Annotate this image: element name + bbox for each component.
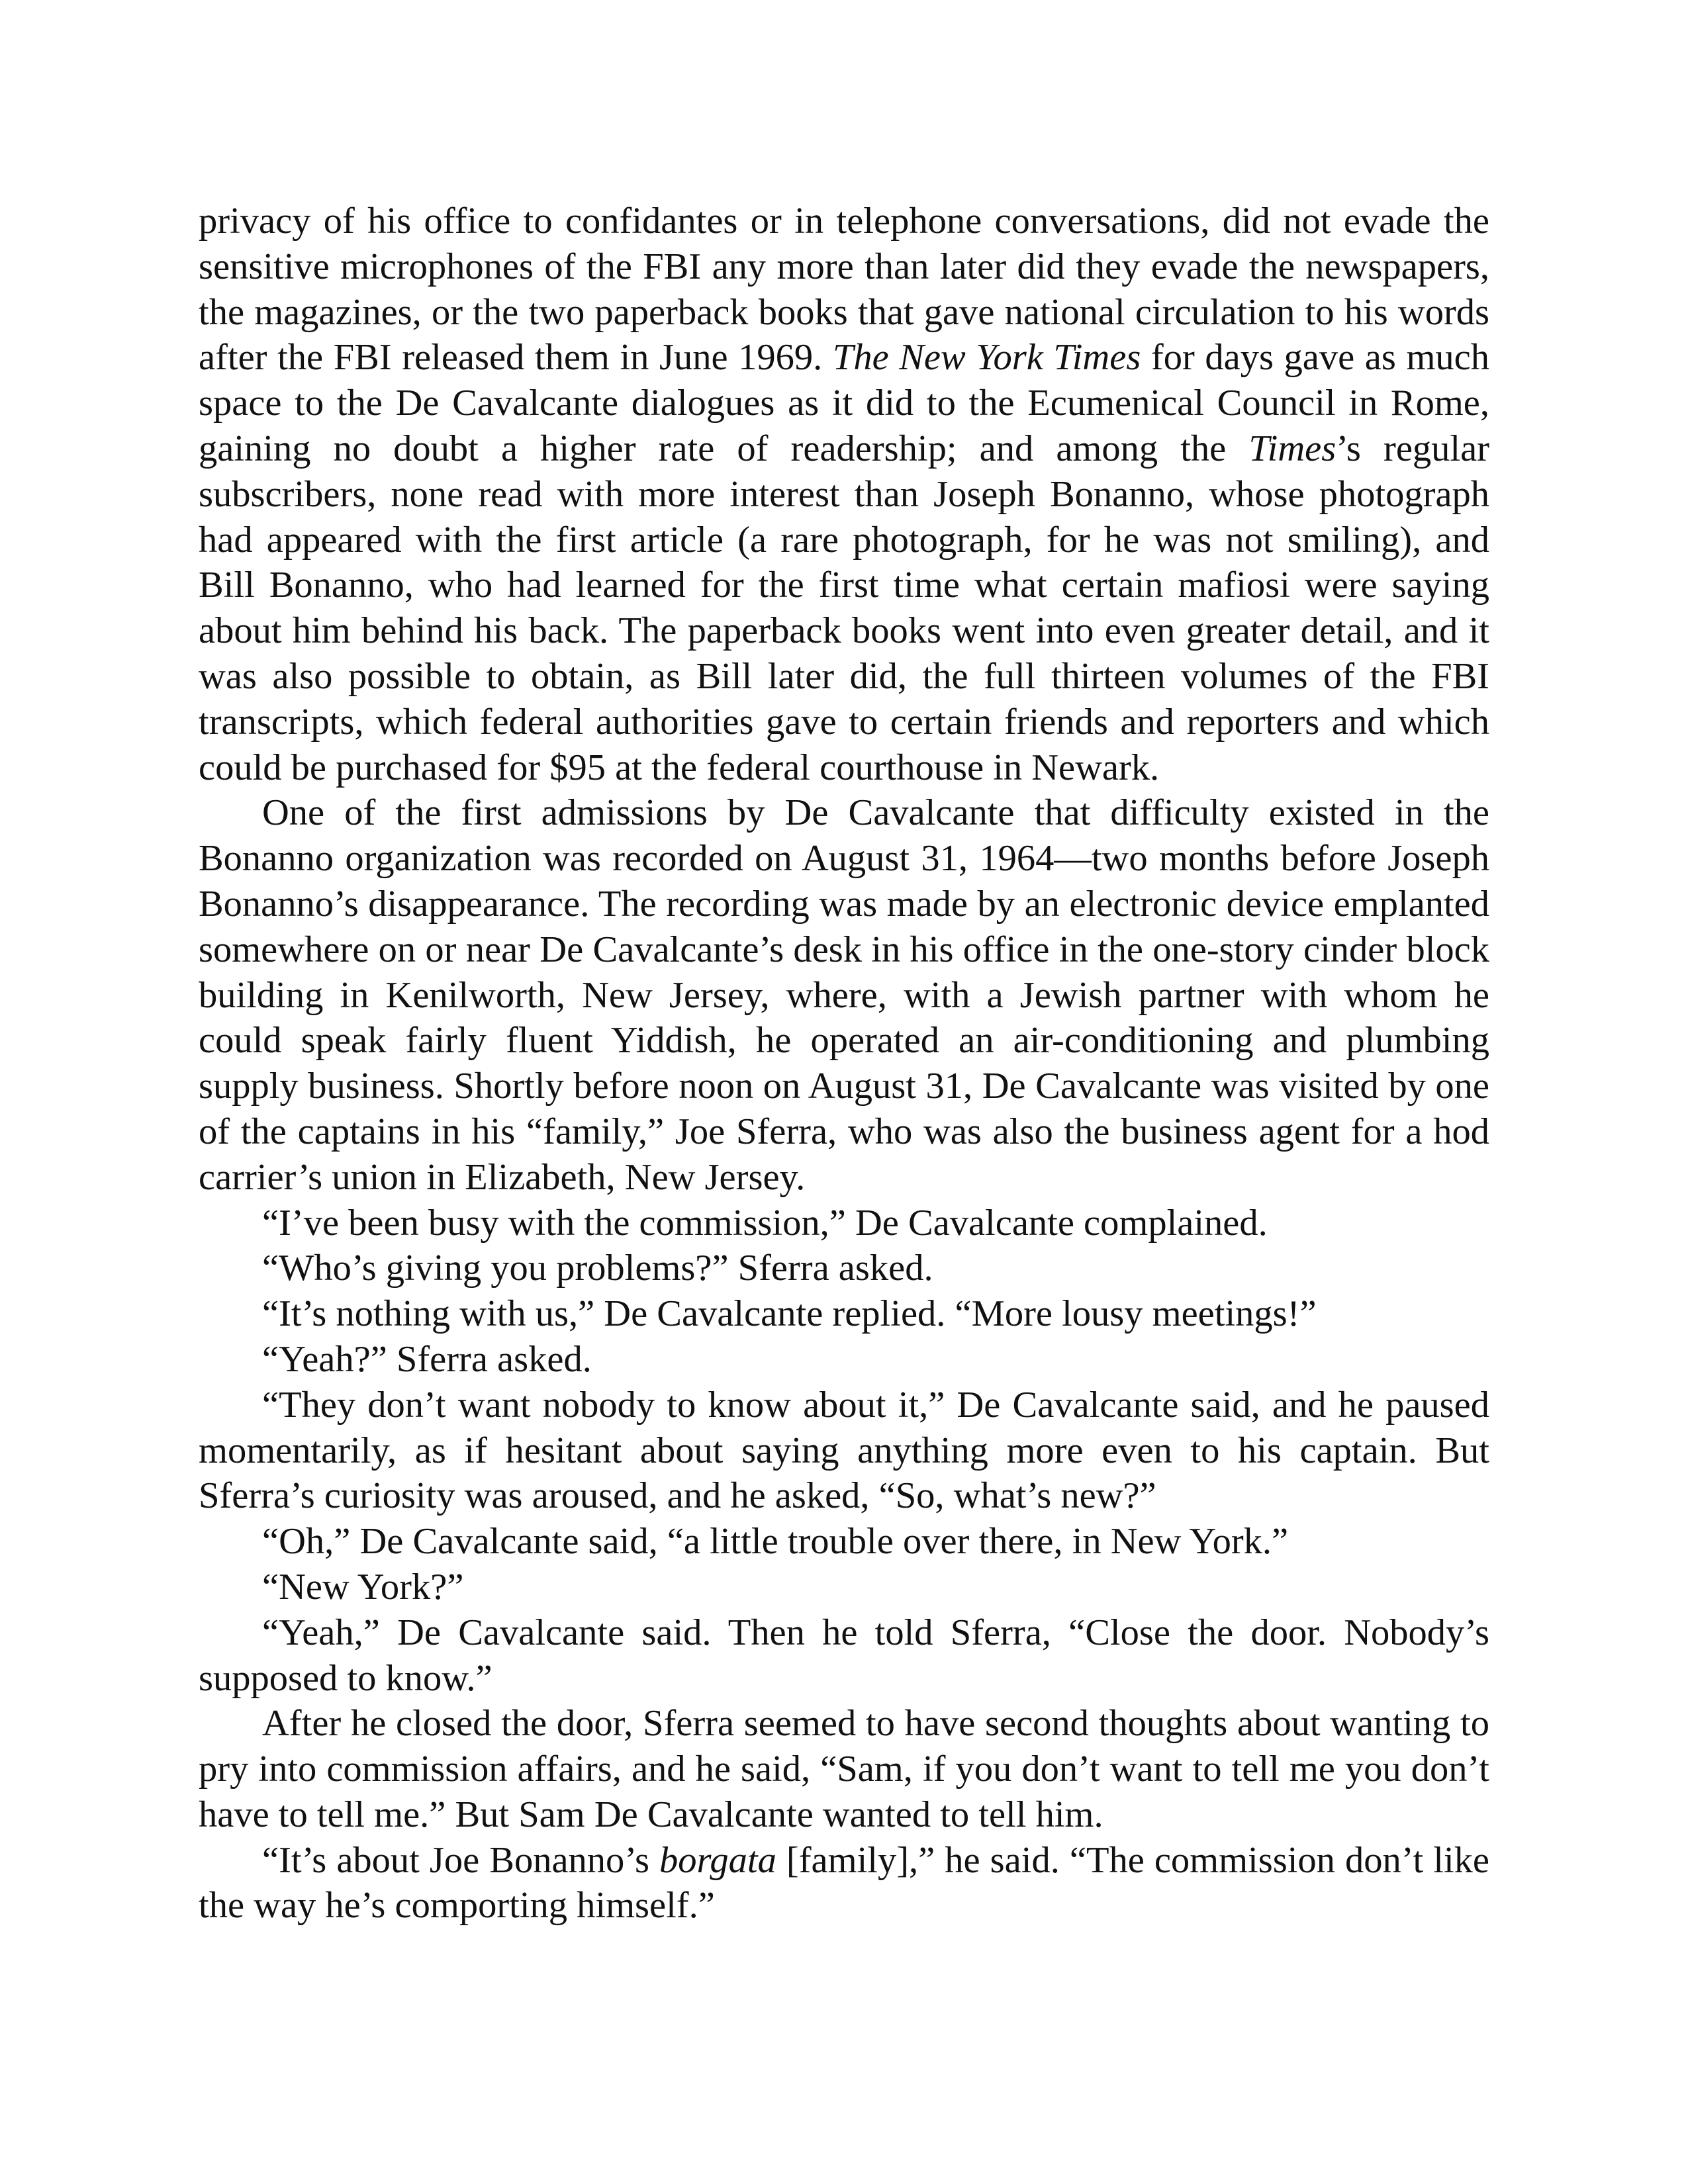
text-run: After he closed the door, Sferra seemed to have second thoughts about wanting to pry into commission affairs, and he said, “Sam, if you don’t want to tell me you don’t have to tell me.” But Sam De Cavalcante wanted to tell him. (199, 1703, 1489, 1835)
text-run: privacy of his office to confidantes or in telephone conversations, did not evade the sensitive microphones of the FBI any more than later did they evade the newspapers, the magazines, or the two paperback books that gave national circulation to his words after the FBI released them in June 1969. (199, 201, 1489, 379)
paragraph (199, 1383, 1489, 1519)
paragraph (199, 1565, 1489, 1610)
text-run: One of the first admissions by De Cavalcante that difficulty existed in the Bonanno organization was recorded on August 31, 1964—two months before Joseph Bonanno’s disappearance. The recording was made by an electronic device emplanted somewhere on or near De Cavalcante’s desk in his office in the one-story cinder block building in Kenilworth, New Jersey, where, with a Jewish partner with whom he could speak fairly fluent Yiddish, he operated an air-conditioning and plumbing supply business. Shortly before noon on August 31, De Cavalcante was visited by one of the captains in his “family,” Joe Sferra, who was also the business agent for a hod carrier’s union in Elizabeth, New Jersey. (199, 792, 1489, 1198)
paragraph (199, 1246, 1489, 1291)
text-run: “Yeah,” De Cavalcante said. Then he told Sferra, “Close the door. Nobody’s supposed to know.” (199, 1612, 1489, 1699)
text-run: “I’ve been busy with the commission,” De Cavalcante complained. (262, 1202, 1268, 1244)
text-run: “Oh,” De Cavalcante said, “a little trouble over there, in New York.” (262, 1521, 1289, 1563)
italic-text-run: The New York Times (832, 337, 1141, 379)
text-run: “Yeah?” Sferra asked. (262, 1338, 592, 1380)
paragraph (199, 1337, 1489, 1383)
text-run: ’s regular subscribers, none read with more interest than Joseph Bonanno, whose photograph had appeared with the first article (a rare photograph, for he was not smiling), and Bill Bonanno, who had learned for the first time what certain mafiosi were saying about him behind his back. The paperback books went into even greater detail, and it was also possible to obtain, as Bill later did, the full thirteen volumes of the FBI transcripts, which federal authorities gave to certain friends and reporters and which could be purchased for $95 at the federal courthouse in Newark. (199, 428, 1489, 788)
paragraph (199, 1610, 1489, 1702)
italic-text-run: borgata (659, 1839, 776, 1881)
text-run: “It’s nothing with us,” De Cavalcante replied. “More lousy meetings!” (262, 1293, 1317, 1335)
paragraph (199, 790, 1489, 1200)
italic-text-run: Times (1248, 428, 1336, 469)
paragraph (199, 1519, 1489, 1565)
text-run: for days gave as much space to the De Cavalcante dialogues as it did to the Ecumenical Council in Rome, gaining no doubt a higher rate of readership; and among the (199, 337, 1489, 469)
text-run: “New York?” (262, 1566, 464, 1608)
paragraph (199, 1201, 1489, 1246)
text-run: “Who’s giving you problems?” Sferra asked. (262, 1248, 933, 1289)
paragraph (199, 1838, 1489, 1929)
text-run: “It’s about Joe Bonanno’s (262, 1839, 660, 1881)
body-text (199, 199, 1489, 1929)
text-run: “They don’t want nobody to know about it,” De Cavalcante said, and he paused momentarily, as if hesitant about saying anything more even to his captain. But Sferra’s curiosity was aroused, and he asked, “So, what’s new?” (199, 1384, 1489, 1517)
paragraph (199, 1291, 1489, 1337)
paragraph (199, 199, 1489, 790)
text-run: [family],” he said. “The commission don’t like the way he’s comporting himself.” (199, 1839, 1489, 1927)
paragraph (199, 1701, 1489, 1837)
